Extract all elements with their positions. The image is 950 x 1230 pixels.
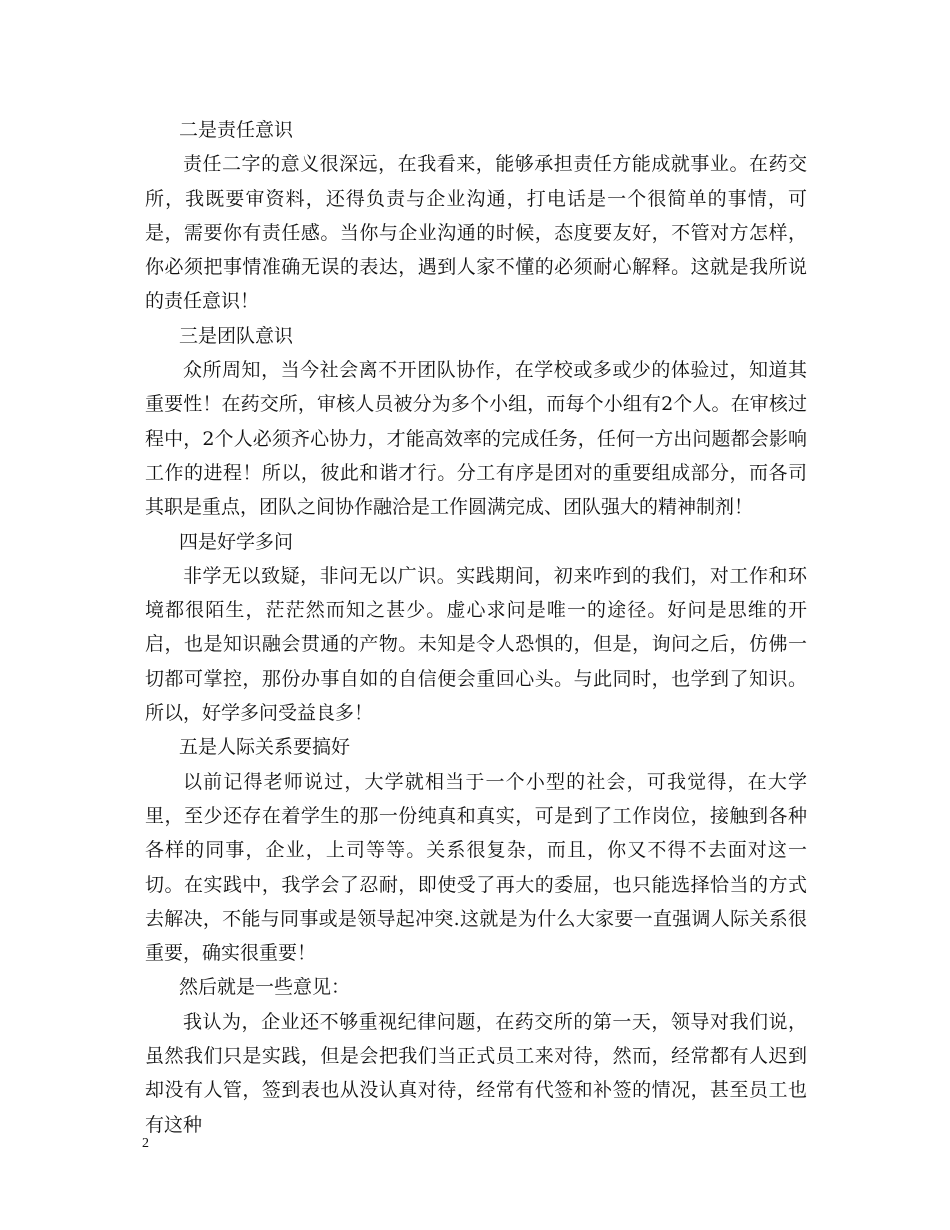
- section-heading-teamwork: 三是团队意识: [179, 324, 294, 347]
- paragraph-teamwork: 众所周知，当今社会离不开团队协作，在学校或多或少的体验过，知道其重要性！在药交所，审核人员被分为多个小组，而每个小组有2个人。在审核过程中，2个人必须齐心协力，才能高效率的完成任务，任何一方出问题都会影响工作的进程！所以，彼此和谐才行。分工有序是团对的重要组成部分，而各司其职是重点，团队之间协作融洽是工作圆满完成、团队强大的精神制剂！: [145, 359, 807, 519]
- page-number: 2: [142, 1136, 149, 1151]
- section-heading-suggestions: 然后就是一些意见：: [179, 976, 351, 999]
- document-body: [145, 113, 807, 1142]
- paragraph-responsibility: 责任二字的意义很深远，在我看来，能够承担责任方能成就事业。在药交所，我既要审资料，还得负责与企业沟通，打电话是一个很简单的事情，可是，需要你有责任感。当你与企业沟通的时候，态度要友好，不管对方怎样，你必须把事情准确无误的表达，遇到人家不懂的必须耐心解释。这就是我所说的责任意识！: [145, 153, 807, 313]
- paragraph-suggestions: 我认为，企业还不够重视纪律问题，在药交所的第一天，领导对我们说，虽然我们只是实践，但是会把我们当正式员工来对待，然而，经常都有人迟到却没有人管，签到表也从没认真对待，经常有代签和补签的情况，甚至员工也有这种: [145, 1010, 807, 1136]
- section-heading-inquisitive: 四是好学多问: [179, 530, 294, 553]
- paragraph-inquisitive: 非学无以致疑，非问无以广识。实践期间，初来咋到的我们，对工作和环境都很陌生，茫茫然而知之甚少。虚心求问是唯一的途径。好问是思维的开启，也是知识融会贯通的产物。未知是令人恐惧的，但是，询问之后，仿佛一切都可掌控，那份办事自如的自信便会重回心头。与此同时，也学到了知识。所以，好学多问受益良多！: [145, 564, 807, 725]
- paragraph-relationships: 以前记得老师说过，大学就相当于一个小型的社会，可我觉得，在大学里，至少还存在着学生的那一份纯真和真实，可是到了工作岗位，接触到各种各样的同事，企业，上司等等。关系很复杂，而且，你又不得不去面对这一切。在实践中，我学会了忍耐，即使受了再大的委屈，也只能选择恰当的方式去解决，不能与同事或是领导起冲突.这就是为什么大家要一直强调人际关系很重要，确实很重要！: [145, 770, 807, 965]
- section-heading-responsibility: 二是责任意识: [179, 119, 294, 141]
- section-heading-relationships: 五是人际关系要搞好: [179, 736, 351, 759]
